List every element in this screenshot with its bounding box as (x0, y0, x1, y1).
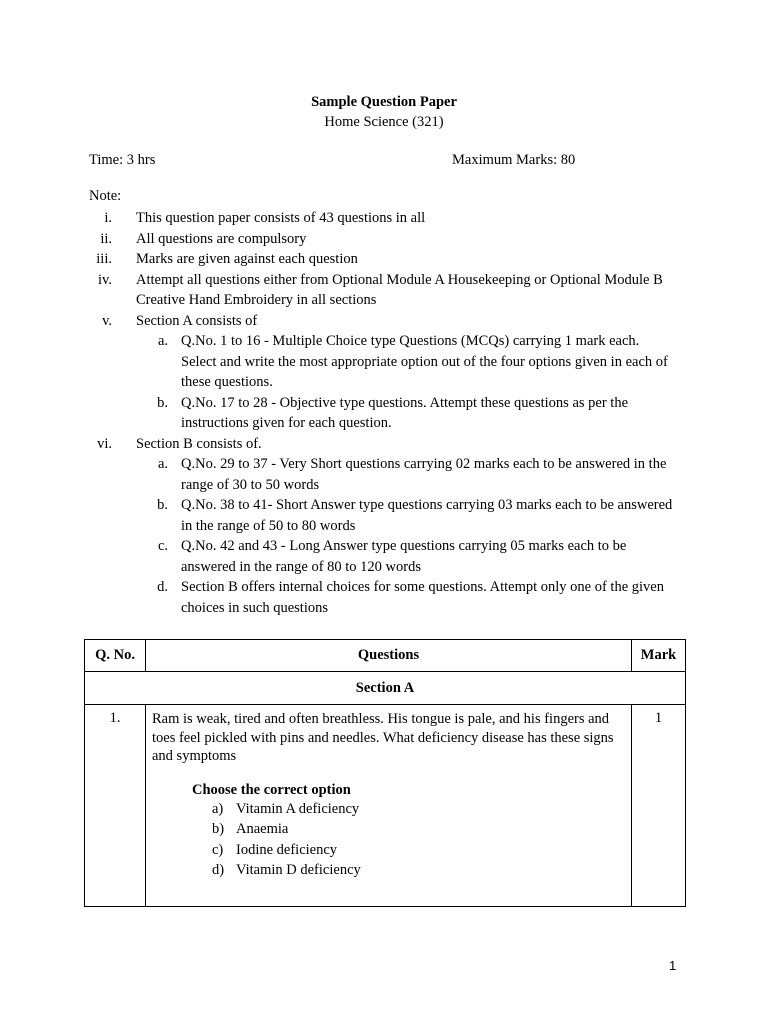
section-a-heading: Section A (85, 672, 686, 705)
time-allowed: Time: 3 hrs (89, 152, 156, 168)
sub-item-letter: b. (157, 497, 168, 513)
sub-item-text: Section B offers internal choices for some questions. Attempt only one of the given choices in such questions (181, 579, 664, 616)
section-b-item (0, 536, 768, 577)
maximum-marks: Maximum Marks: 80 (452, 152, 576, 168)
note-text: This question paper consists of 43 questions in all (136, 210, 426, 226)
option-label: b) (212, 821, 225, 837)
page-title: Sample Question Paper (311, 94, 457, 110)
note-item (0, 270, 768, 311)
note-item (0, 434, 768, 455)
sub-item-letter: b. (157, 394, 168, 411)
note-item (0, 229, 768, 250)
table-header-row (85, 640, 686, 672)
page-number: 1 (669, 958, 677, 973)
sub-item-letter: a. (157, 333, 168, 349)
sub-item-text: Q.No. 42 and 43 - Long Answer type questions carrying 05 marks each to be answered in the range of 80 to 120 words (181, 538, 627, 575)
section-b-item (0, 454, 768, 495)
note-item (0, 208, 768, 229)
note-number: iv. (98, 271, 112, 288)
section-b-item (0, 495, 768, 536)
header-qno: Q. No. (85, 640, 146, 672)
questions-table (84, 639, 686, 907)
note-number: vi. (97, 435, 112, 452)
section-a-item (0, 393, 768, 434)
sub-item-letter: d. (157, 579, 168, 595)
question-text: Ram is weak, tired and often breathless. His tongue is pale, and his fingers and toes feel pickled with pins and needles. What deficiency disease has these signs and symptoms (152, 711, 614, 764)
note-text: Section B consists of. (136, 435, 262, 452)
note-number: v. (102, 312, 112, 329)
question-number: 1. (85, 705, 146, 907)
note-number: iii. (96, 251, 112, 267)
option-label: d) (212, 862, 225, 878)
option-item (146, 819, 631, 840)
note-label: Note: (89, 188, 122, 204)
note-number: ii. (100, 230, 112, 247)
option-text: Anaemia (236, 821, 289, 837)
table-row (85, 705, 686, 907)
section-b-item (0, 577, 768, 618)
note-item (0, 311, 768, 332)
sub-item-text: Q.No. 17 to 28 - Objective type questions. Attempt these questions as per the instructions given for each question. (181, 394, 629, 431)
notes-list (0, 208, 768, 618)
page-subtitle: Home Science (321) (324, 114, 444, 130)
question-mark: 1 (632, 705, 686, 907)
sub-item-letter: a. (157, 456, 168, 472)
note-number: i. (104, 210, 112, 226)
note-text: All questions are compulsory (136, 230, 307, 247)
sub-item-text: Q.No. 38 to 41- Short Answer type questions carrying 03 marks each to be answered in the range of 50 to 80 words (181, 497, 673, 534)
option-label: a) (212, 800, 224, 817)
header-mark: Mark (632, 640, 686, 672)
sub-item-text: Q.No. 1 to 16 - Multiple Choice type Questions (MCQs) carrying 1 mark each. Select and write the most appropriate option out of the four options given in each of these questions. (181, 333, 668, 390)
option-item (146, 840, 631, 861)
option-item (146, 860, 631, 881)
note-item (0, 249, 768, 270)
note-text: Attempt all questions either from Optional Module A Housekeeping or Optional Module B Creative Hand Embroidery in all sections (136, 271, 663, 308)
sub-item-letter: c. (157, 538, 168, 554)
section-a-item (0, 331, 768, 393)
header-questions: Questions (146, 640, 632, 672)
note-text: Marks are given against each question (136, 251, 358, 267)
option-text: Vitamin D deficiency (236, 862, 361, 878)
question-cell (146, 705, 632, 907)
option-text: Vitamin A deficiency (236, 800, 360, 817)
note-text: Section A consists of (136, 312, 258, 329)
sub-item-text: Q.No. 29 to 37 - Very Short questions carrying 02 marks each to be answered in the range of 30 to 50 words (181, 456, 667, 493)
option-label: c) (212, 841, 224, 858)
option-text: Iodine deficiency (236, 841, 338, 858)
choose-option-label: Choose the correct option (192, 781, 351, 798)
option-item (146, 799, 631, 820)
section-row (85, 672, 686, 705)
